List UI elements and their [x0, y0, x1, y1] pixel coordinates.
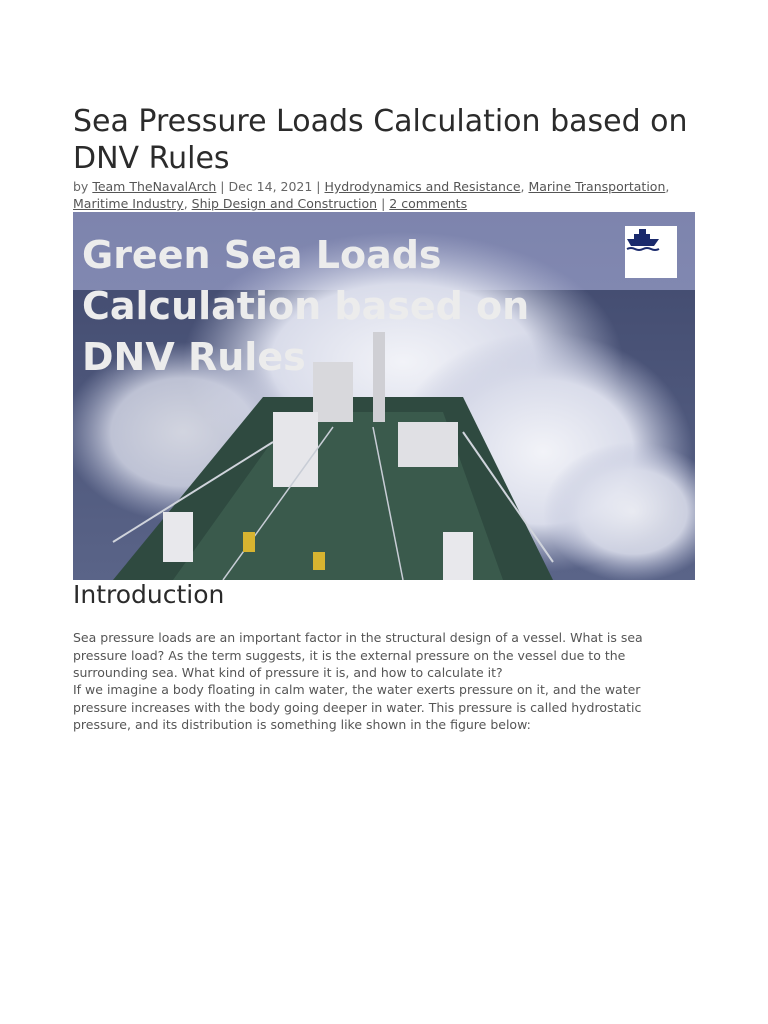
post-meta [73, 178, 693, 212]
meta-separator: | [377, 196, 390, 211]
category-link-maritime-industry[interactable]: Maritime Industry [73, 196, 184, 211]
category-link-marine-transportation[interactable]: Marine Transportation [528, 179, 666, 194]
featured-image [73, 212, 695, 580]
meta-by: by [73, 179, 93, 194]
post-date: Dec 14, 2021 [228, 179, 313, 194]
category-link-hydrodynamics[interactable]: Hydrodynamics and Resistance [324, 179, 521, 194]
comments-link[interactable]: 2 comments [389, 196, 468, 211]
meta-separator: | [216, 179, 229, 194]
section-heading-introduction: Introduction [73, 580, 225, 609]
category-comma: , [665, 179, 670, 194]
author-link[interactable]: Team TheNavalArch [92, 179, 217, 194]
meta-separator: | [312, 179, 325, 194]
intro-paragraph-2: If we imagine a body floating in calm water, the water exerts pressure on it, and the water pressure increases with the body going deeper in water. This pressure is called hydrostatic pressure, and its distribution is something like shown in the figure below: [73, 682, 642, 732]
hero-overlay-title: Green Sea Loads Calculation based on DNV Rules [82, 233, 530, 379]
intro-paragraph-1: Sea pressure loads are an important factor in the structural design of a vessel. What is sea pressure load? As the term suggests, it is the external pressure on the vessel due to the surrounding sea. What kind of pressure it is, and how to calculate it? [73, 630, 643, 680]
category-comma: , [183, 196, 192, 211]
site-logo [625, 226, 677, 278]
ship-icon [625, 226, 661, 254]
category-comma: , [520, 179, 529, 194]
article-title: Sea Pressure Loads Calculation based on DNV Rules [73, 104, 688, 176]
category-link-ship-design[interactable]: Ship Design and Construction [191, 196, 378, 211]
